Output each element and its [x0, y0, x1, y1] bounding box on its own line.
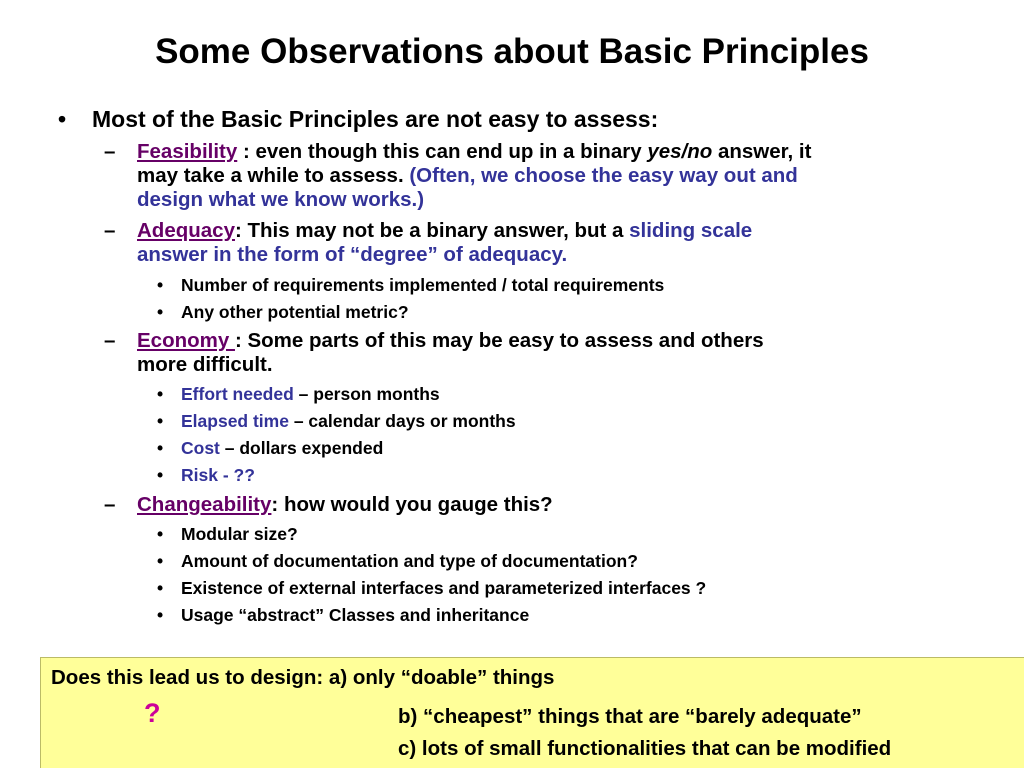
feasibility-text-end: answer, it [712, 140, 812, 163]
feasibility-text: : even though this can end up in a binary [237, 140, 648, 163]
feasibility-line2-blue: (Often, we choose the easy way out and [409, 164, 798, 187]
economy-subitem-label: Effort needed [181, 384, 294, 404]
callout-line-2: b) “cheapest” things that are “barely adequate” [398, 705, 862, 728]
dash-bullet: – [104, 329, 116, 352]
changeability-subitem: Amount of documentation and type of documentation? [181, 551, 638, 571]
bullet-l1: • [58, 106, 67, 132]
callout-line-1: Does this lead us to design: a) only “doable” things [51, 666, 555, 689]
feasibility-line-1 [137, 140, 811, 164]
economy-subitem [181, 383, 440, 405]
adequacy-subitem: Any other potential metric? [181, 302, 409, 322]
dot-bullet: • [157, 578, 164, 598]
dot-bullet: • [157, 465, 164, 485]
adequacy-line-1 [137, 219, 752, 243]
slide-title: Some Observations about Basic Principles [155, 32, 869, 71]
economy-subitem-label: Cost [181, 438, 220, 458]
adequacy-line-2: answer in the form of “degree” of adequacy. [137, 243, 568, 266]
dot-bullet: • [157, 438, 164, 458]
changeability-subitem: Modular size? [181, 524, 298, 544]
feasibility-line-2 [137, 164, 798, 188]
adequacy-subitem: Number of requirements implemented / total requirements [181, 275, 665, 295]
economy-line-1 [137, 329, 764, 353]
feasibility-line2-black: may take a while to assess. [137, 164, 410, 187]
changeability-line-1 [137, 493, 553, 517]
adequacy-blue-text: sliding scale [629, 219, 753, 242]
dash-bullet: – [104, 219, 116, 242]
economy-subitem [181, 437, 383, 459]
economy-subitem-rest: – dollars expended [219, 438, 384, 458]
feasibility-term: Feasibility [137, 140, 238, 163]
economy-subitem [181, 410, 516, 432]
economy-text: : Some parts of this may be easy to assess and others [234, 329, 764, 352]
dot-bullet: • [157, 551, 164, 571]
main-point: Most of the Basic Principles are not easy to assess: [92, 106, 659, 132]
question-mark: ? [144, 698, 161, 728]
yes-no-emphasis: yes/no [647, 140, 713, 163]
dash-bullet: – [104, 493, 116, 516]
economy-subitem-label: Risk - ?? [181, 465, 255, 485]
economy-term: Economy [137, 329, 235, 352]
economy-subitem-rest: – person months [293, 384, 440, 404]
callout-line-3: c) lots of small functionalities that can be modified [398, 737, 892, 760]
dot-bullet: • [157, 384, 164, 404]
economy-line-2: more difficult. [137, 353, 273, 376]
changeability-subitem: Usage “abstract” Classes and inheritance [181, 605, 530, 625]
adequacy-text: : This may not be a binary answer, but a [234, 219, 630, 242]
changeability-text: : how would you gauge this? [271, 493, 553, 516]
question-callout-box [40, 657, 1024, 768]
dash-bullet: – [104, 140, 116, 163]
changeability-term: Changeability [137, 493, 272, 516]
adequacy-term: Adequacy [137, 219, 235, 242]
changeability-subitem: Existence of external interfaces and parameterized interfaces ? [181, 578, 707, 598]
dot-bullet: • [157, 302, 164, 322]
feasibility-line-3: design what we know works.) [137, 188, 425, 211]
dot-bullet: • [157, 605, 164, 625]
dot-bullet: • [157, 524, 164, 544]
dot-bullet: • [157, 411, 164, 431]
dot-bullet: • [157, 275, 164, 295]
economy-subitem-label: Elapsed time [181, 411, 289, 431]
economy-subitem-rest: – calendar days or months [288, 411, 516, 431]
economy-subitem [181, 464, 255, 486]
